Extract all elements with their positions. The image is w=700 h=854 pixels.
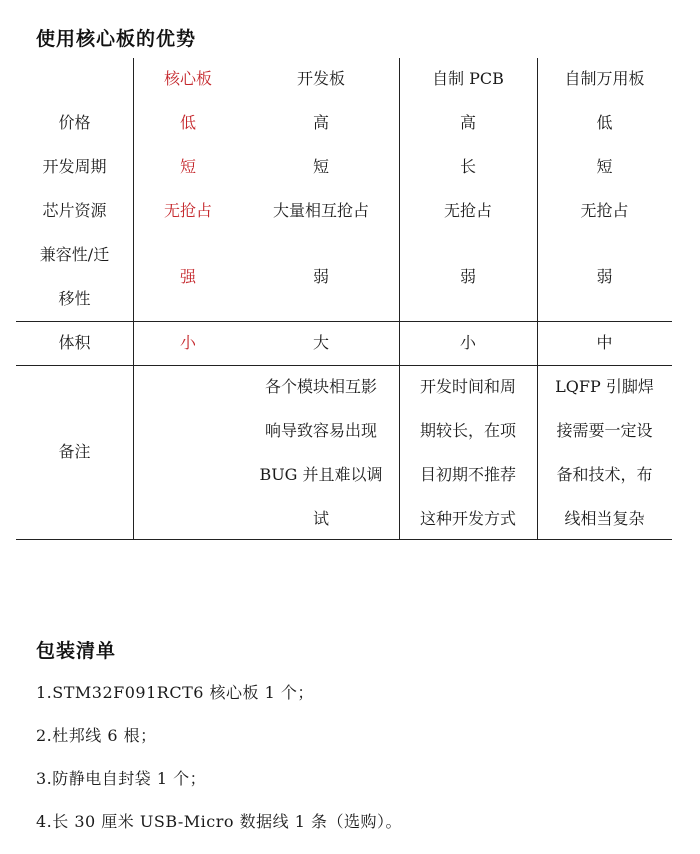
cell-dev-price: 高	[312, 113, 329, 132]
table-hline	[16, 365, 672, 366]
table-hline	[16, 321, 672, 322]
remark-perf-line: LQFP 引脚焊	[555, 377, 654, 396]
column-header-core-board: 核心板	[163, 69, 212, 88]
cell-core-compatibility: 强	[179, 267, 196, 286]
remark-pcb-line: 这种开发方式	[419, 509, 516, 528]
cell-dev-chip-resources: 大量相互抢占	[272, 201, 369, 220]
remark-dev-line: BUG 并且难以调	[259, 465, 383, 484]
cell-core-dev-cycle: 短	[179, 157, 196, 176]
cell-perf-compatibility: 弱	[596, 267, 613, 286]
remark-dev-line: 试	[312, 509, 329, 528]
remark-pcb-line: 目初期不推荐	[419, 465, 516, 484]
table-hline	[16, 539, 672, 540]
cell-core-volume: 小	[179, 333, 196, 352]
remark-dev-line: 响导致容易出现	[264, 421, 377, 440]
row-label-compatibility-line1: 兼容性/迁	[39, 245, 110, 264]
cell-pcb-price: 高	[459, 113, 476, 132]
remark-perf-line: 接需要一定设	[556, 421, 653, 440]
cell-perf-volume: 中	[596, 333, 613, 352]
comparison-table	[16, 58, 672, 540]
package-list-title: 包装清单	[36, 640, 117, 662]
cell-dev-compatibility: 弱	[312, 267, 329, 286]
remark-perf-line: 线相当复杂	[564, 509, 645, 528]
row-label-compatibility-line2: 移性	[58, 289, 91, 308]
column-header-perfboard: 自制万用板	[564, 69, 645, 88]
package-item: 3.防静电自封袋 1 个；	[36, 769, 207, 788]
row-label-remarks: 备注	[58, 442, 91, 461]
row-label-volume: 体积	[58, 333, 91, 352]
cell-perf-chip-resources: 无抢占	[580, 201, 629, 220]
column-header-dev-board: 开发板	[296, 69, 345, 88]
remark-pcb-line: 期较长，在项	[419, 421, 516, 440]
row-label-chip-resources: 芯片资源	[42, 201, 107, 220]
cell-core-price: 低	[179, 113, 196, 132]
package-item: 2.杜邦线 6 根；	[36, 726, 157, 745]
cell-perf-price: 低	[596, 113, 613, 132]
remark-perf-line: 备和技术，布	[556, 465, 653, 484]
cell-pcb-dev-cycle: 长	[459, 157, 476, 176]
cell-pcb-compatibility: 弱	[459, 267, 476, 286]
cell-pcb-volume: 小	[459, 333, 476, 352]
advantages-title: 使用核心板的优势	[36, 28, 197, 50]
cell-core-chip-resources: 无抢占	[163, 201, 212, 220]
cell-dev-dev-cycle: 短	[312, 157, 329, 176]
cell-perf-dev-cycle: 短	[596, 157, 613, 176]
row-label-dev-cycle: 开发周期	[42, 157, 107, 176]
remark-dev-line: 各个模块相互影	[264, 377, 377, 396]
remark-pcb-line: 开发时间和周	[419, 377, 516, 396]
row-label-price: 价格	[58, 113, 91, 132]
cell-pcb-chip-resources: 无抢占	[443, 201, 492, 220]
cell-dev-volume: 大	[312, 333, 329, 352]
column-header-custom-pcb: 自制 PCB	[432, 69, 504, 88]
package-item: 1.STM32F091RCT6 核心板 1 个；	[36, 683, 314, 702]
package-item: 4.长 30 厘米 USB-Micro 数据线 1 条（选购）。	[36, 812, 402, 831]
